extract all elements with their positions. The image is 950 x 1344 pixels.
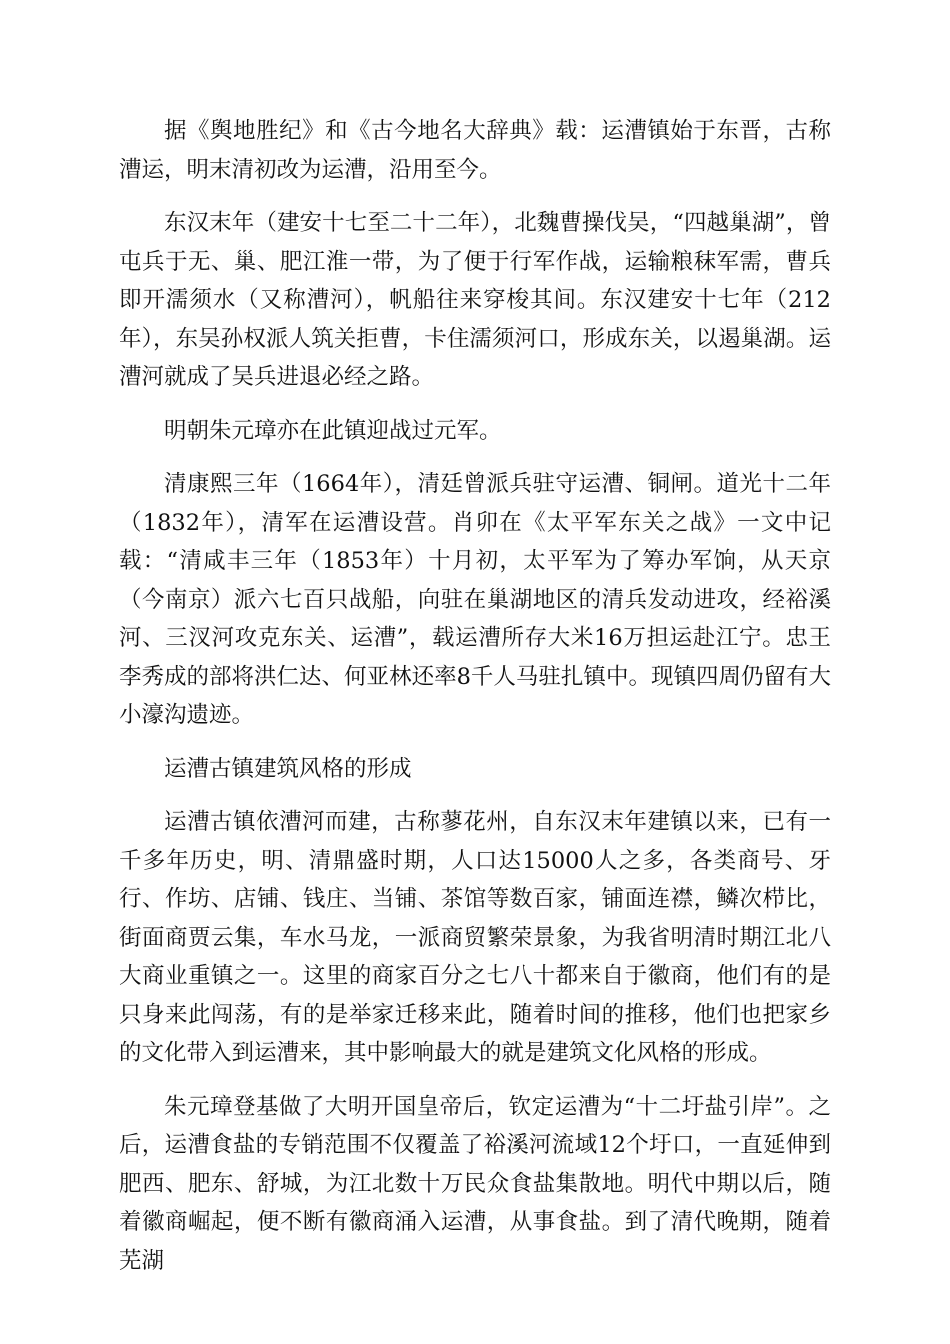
paragraph-ming: 明朝朱元璋亦在此镇迎战过元军。 <box>164 417 502 444</box>
document-body <box>119 112 831 1295</box>
section-heading: 运漕古镇建筑风格的形成 <box>164 755 412 782</box>
paragraph-salt-trade: 朱元璋登基做了大明开国皇帝后，钦定运漕为“十二圩盐引岸”。之后，运漕食盐的专销范围不仅覆盖了裕溪河流域12个圩口，一直延伸到肥西、肥东、舒城，为江北数十万民众食盐集散地。明代中期以后，随着徽商崛起，便不断有徽商涌入运漕，从事食盐。到了清代晚期，随着芜湖 <box>119 1093 831 1274</box>
paragraph-origin: 据《舆地胜纪》和《古今地名大辞典》载：运漕镇始于东晋，古称漕运，明末清初改为运漕，沿用至今。 <box>119 118 831 183</box>
paragraph-eastern-han: 东汉末年（建安十七至二十二年），北魏曹操伐吴，“四越巢湖”，曾屯兵于无、巢、肥江淮一带，为了便于行军作战，运输粮秣军需，曹兵即开濡须水（又称漕河），帆船往来穿梭其间。东汉建安十七年（212年），东吴孙权派人筑关拒曹，卡住濡须河口，形成东关，以遏巢湖。运漕河就成了吴兵进退必经之路。 <box>119 210 831 390</box>
paragraph-qing: 清康熙三年（1664年），清廷曾派兵驻守运漕、铜闸。道光十二年（1832年），清军在运漕设营。肖卯在《太平军东关之战》一文中记载：“清咸丰三年（1853年）十月初，太平军为了筹办军饷，从天京（今南京）派六七百只战船，向驻在巢湖地区的清兵发动进攻，经裕溪河、三汊河攻克东关、运漕”，载运漕所存大米16万担运赴江宁。忠王李秀成的部将洪仁达、何亚林还率8千人马驻扎镇中。现镇四周仍留有大小濠沟遗迹。 <box>119 471 831 728</box>
paragraph-town-history: 运漕古镇依漕河而建，古称蓼花州，自东汉末年建镇以来，已有一千多年历史，明、清鼎盛时期，人口达15000人之多，各类商号、牙行、作坊、店铺、钱庄、当铺、茶馆等数百家，铺面连襟，鳞次栉比，街面商贾云集，车水马龙，一派商贸繁荣景象，为我省明清时期江北八大商业重镇之一。这里的商家百分之七八十都来自于徽商，他们有的是只身来此闯荡，有的是举家迁移来此，随着时间的推移，他们也把家乡的文化带入到运漕来，其中影响最大的就是建筑文化风格的形成。 <box>119 809 831 1066</box>
